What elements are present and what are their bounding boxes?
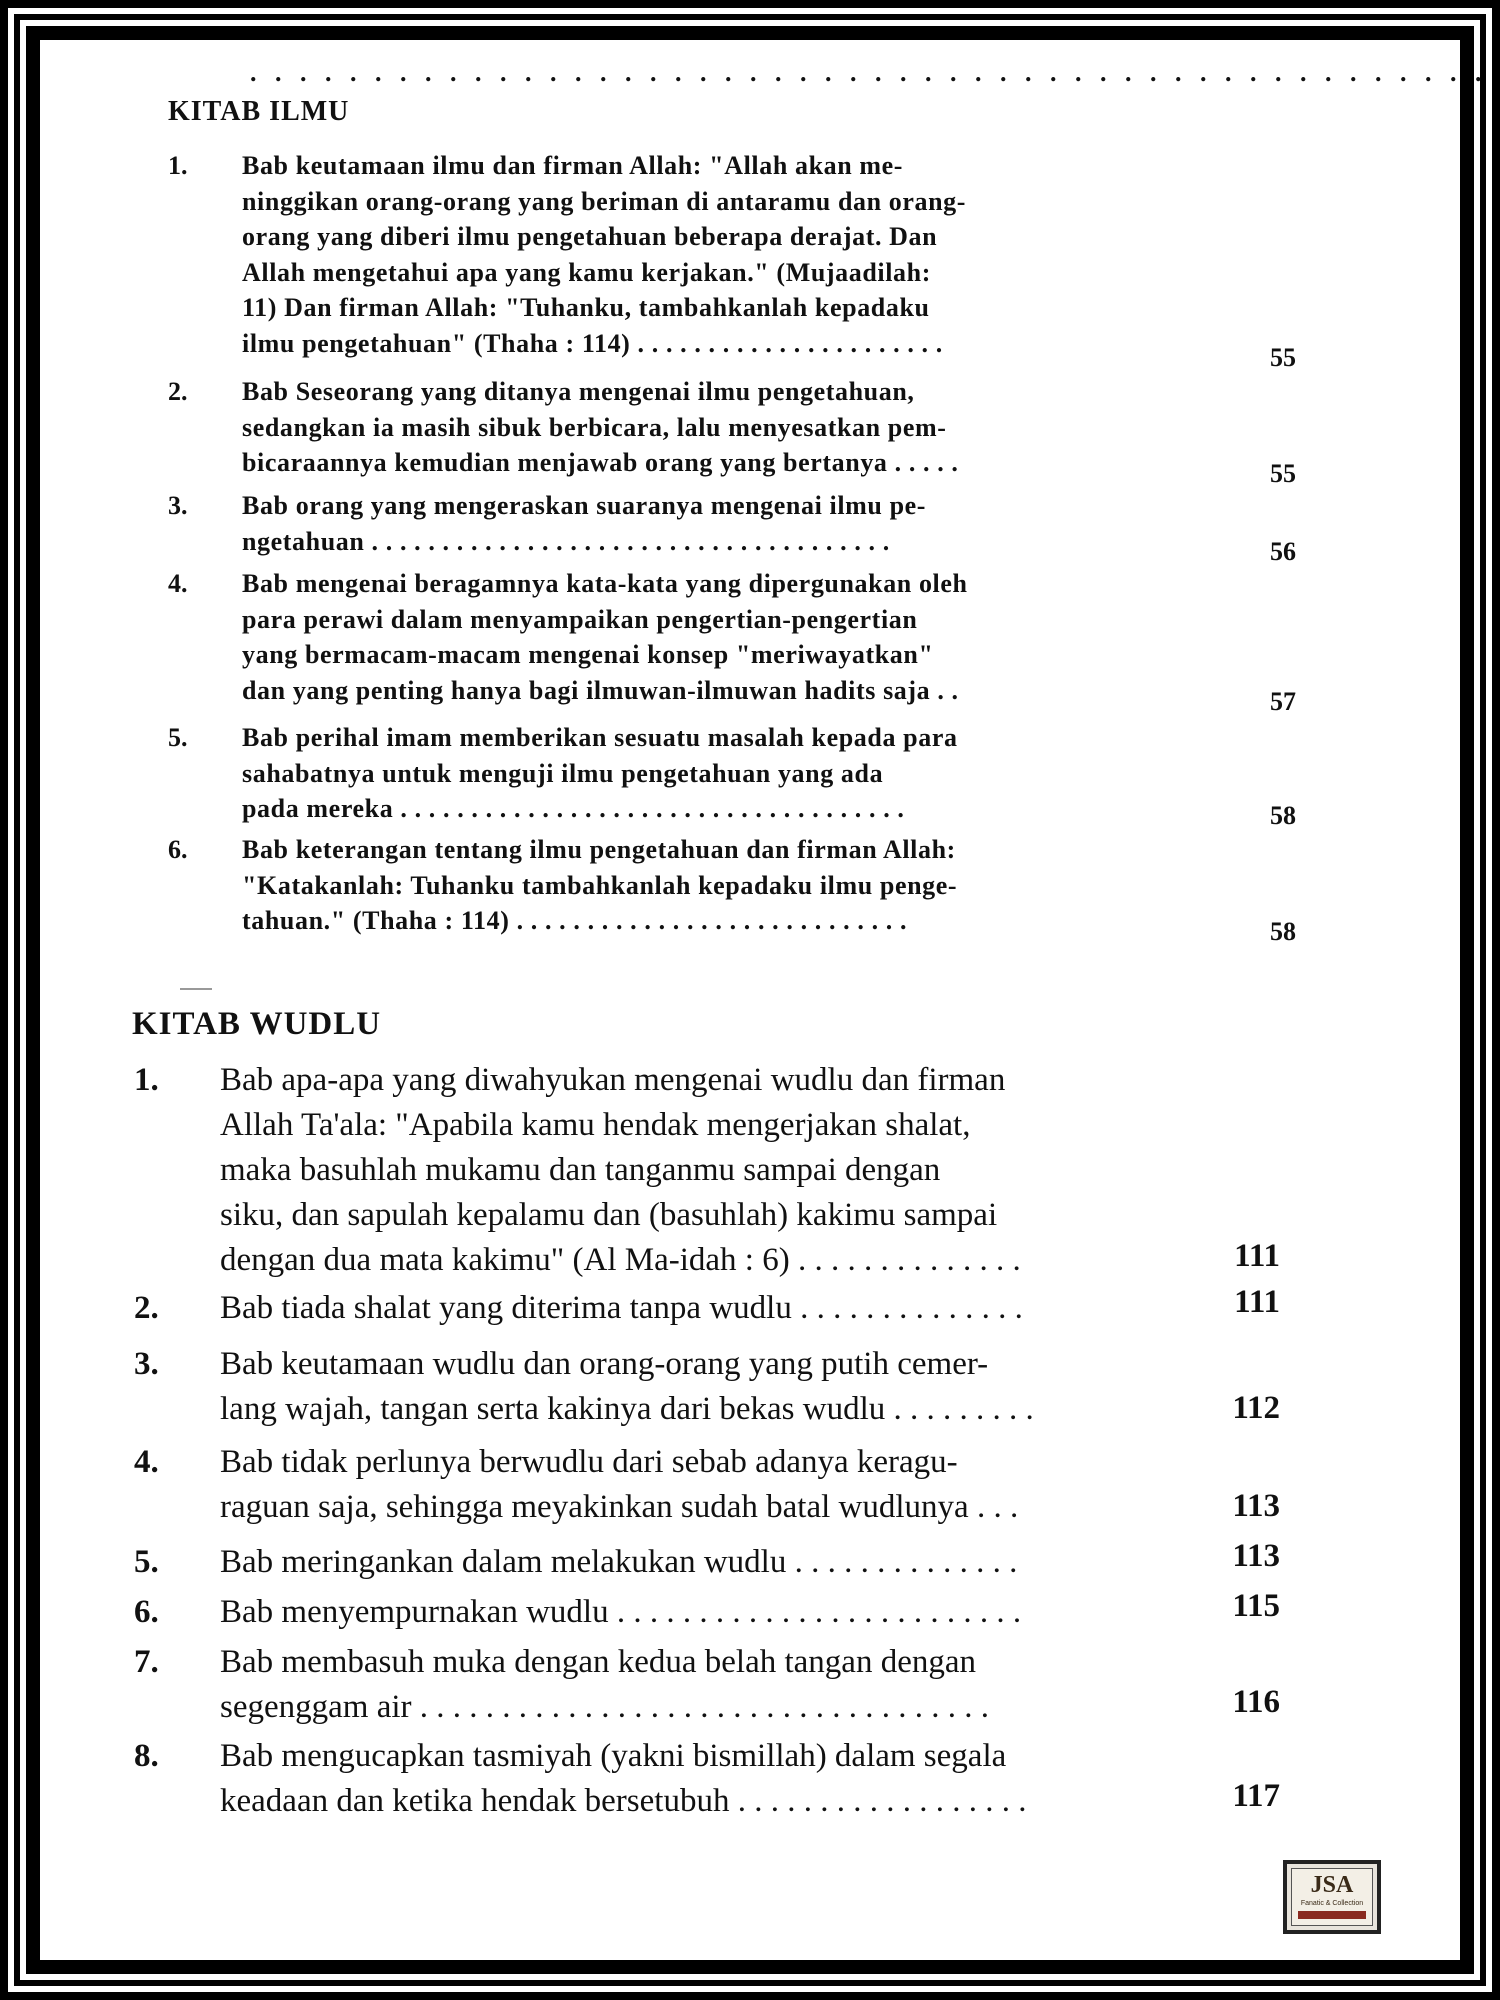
entry-number: 6. — [168, 835, 188, 864]
entry-number: 4. — [134, 1444, 159, 1480]
page-number: 57 — [1270, 687, 1296, 716]
entry-number: 1. — [134, 1062, 159, 1098]
entry-text: Bab mengenai beragamnya kata-kata yang dipergunakan oleh para perawi dalam menyampaikan pengertian-pengertian yang bermacam-macam mengenai konsep "meriwayatkan" dan yang penting hanya bagi ilmuwan-ilmuwan hadits saja . . — [242, 569, 968, 705]
page-number: 56 — [1270, 537, 1296, 566]
section-title: KITAB WUDLU — [132, 1006, 382, 1042]
jsa-logo — [1283, 1860, 1381, 1934]
entry-text: Bab Seseorang yang ditanya mengenai ilmu pengetahuan, sedangkan ia masih sibuk berbicara, lalu menyesatkan pem- bicaraannya kemudian menjawab orang yang bertanya . . . . . — [242, 377, 959, 477]
entry-text: Bab menyempurnakan wudlu . . . . . . . . . . . . . . . . . . . . . . . . . — [220, 1594, 1022, 1630]
page-number: 117 — [1232, 1778, 1280, 1814]
entry-text: Bab keutamaan ilmu dan firman Allah: "Allah akan me- ninggikan orang-orang yang beriman di antaramu dan orang- orang yang diberi ilmu pengetahuan beberapa derajat. Dan Allah mengetahui apa yang kamu kerjakan." (Mujaadilah: 11) Dan firman Allah: "Tuhanku, tambahkanlah kepadaku ilmu pengetahuan" (Thaha : 114) . . . . . . . . . . . . . . . . . . . . . . — [242, 151, 967, 358]
entry-text: Bab orang yang mengeraskan suaranya mengenai ilmu pe- ngetahuan . . . . . . . . . . . . . . . . . . . . . . . . . . . . . . . . . . . . . — [242, 491, 927, 556]
entry-text: Bab meringankan dalam melakukan wudlu . . . . . . . . . . . . . . — [220, 1544, 1018, 1580]
entry-number: 6. — [134, 1594, 159, 1630]
page-number: 113 — [1232, 1488, 1280, 1524]
entry-number: 7. — [134, 1644, 159, 1680]
entry-text: Bab perihal imam memberikan sesuatu masalah kepada para sahabatnya untuk menguji ilmu pengetahuan yang ada pada mereka . . . . . . . . . . . . . . . . . . . . . . . . . . . . . . . . . . . . — [242, 723, 958, 823]
divider — [180, 988, 212, 990]
section-title: KITAB ILMU — [168, 96, 350, 127]
entry-text: Bab tiada shalat yang diterima tanpa wudlu . . . . . . . . . . . . . . — [220, 1290, 1023, 1326]
entry-text: Bab apa-apa yang diwahyukan mengenai wudlu dan firman Allah Ta'ala: "Apabila kamu hendak mengerjakan shalat, maka basuhlah mukamu dan tanganmu sampai dengan siku, dan sapulah kepalamu dan (basuhlah) kakimu sampai dengan dua mata kakimu" (Al Ma-idah : 6) . . . . . . . . . . . . . . — [220, 1062, 1021, 1278]
entry-text: Bab tidak perlunya berwudlu dari sebab adanya keragu- raguan saja, sehingga meyakinkan sudah batal wudlunya . . . — [220, 1444, 1019, 1525]
entry-number: 3. — [134, 1346, 159, 1382]
entry-text: Bab keutamaan wudlu dan orang-orang yang putih cemer- lang wajah, tangan serta kakinya dari bekas wudlu . . . . . . . . . — [220, 1346, 1034, 1427]
page-number: 111 — [1234, 1238, 1280, 1274]
page-number: 58 — [1270, 917, 1296, 946]
page-number: 113 — [1232, 1538, 1280, 1574]
entry-number: 5. — [134, 1544, 159, 1580]
entry-text: Bab mengucapkan tasmiyah (yakni bismillah) dalam segala keadaan dan ketika hendak bersetubuh . . . . . . . . . . . . . . . . . . — [220, 1738, 1027, 1819]
entry-number: 4. — [168, 569, 188, 598]
entry-number: 2. — [134, 1290, 159, 1326]
page-number: 115 — [1232, 1588, 1280, 1624]
logo-subtitle: Fanatic & Collection — [1300, 1900, 1364, 1907]
page-number: 55 — [1270, 343, 1296, 372]
page-number: 112 — [1232, 1390, 1280, 1426]
logo-title: JSA — [1310, 1872, 1354, 1898]
entry-number: 1. — [168, 151, 188, 180]
page-number: 55 — [1270, 459, 1296, 488]
page-number: 111 — [1234, 1284, 1280, 1320]
page-number: 58 — [1270, 801, 1296, 830]
entry-number: 8. — [134, 1738, 159, 1774]
entry-text: Bab keterangan tentang ilmu pengetahuan dan firman Allah: "Katakanlah: Tuhanku tambahkanlah kepadaku ilmu penge- tahuan." (Thaha : 114) . . . . . . . . . . . . . . . . . . . . . . . . . . . . — [242, 835, 958, 935]
logo-bar — [1298, 1911, 1366, 1919]
cut-off-previous-line: . . . . . . . . . . . . . . . . . . . . . . . . . . . . . . . . . . . . . . . . . . . . . . . . . . — [250, 58, 1488, 87]
page-number: 116 — [1232, 1684, 1280, 1720]
entry-number: 5. — [168, 723, 188, 752]
entry-number: 3. — [168, 491, 188, 520]
entry-text: Bab membasuh muka dengan kedua belah tangan dengan segenggam air . . . . . . . . . . . . . . . . . . . . . . . . . . . . . . . . . . . — [220, 1644, 990, 1725]
entry-number: 2. — [168, 377, 188, 406]
